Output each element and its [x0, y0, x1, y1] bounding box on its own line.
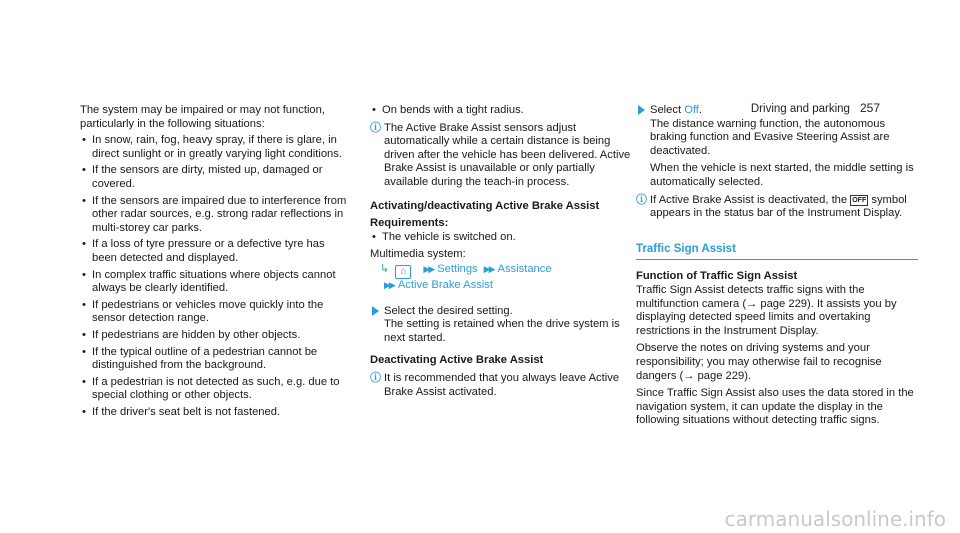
note-sensor-adjust	[370, 122, 632, 190]
list-item: • If the typical outline of a pedestrian cannot be distinguished from the background.	[80, 346, 352, 373]
requirements-list	[370, 231, 632, 245]
situations-list	[80, 134, 352, 419]
step-select-off	[636, 104, 918, 190]
heading-activate: Activating/deactivating Active Brake Assist	[370, 199, 600, 212]
off-option: Off	[684, 104, 699, 116]
menu-active-brake-assist: Active Brake Assist	[397, 278, 493, 291]
paragraph: Traffic Sign Assist detects traffic signs with the multifunction camera (→ page 229). It assists you by displaying detected speed limits and overtaking restrictions in the Instrument Display.	[636, 283, 897, 337]
info-icon: ⓘ	[370, 121, 381, 134]
action-arrow-icon	[638, 105, 645, 115]
note-recommend	[370, 372, 632, 399]
section-title: Driving and parking	[750, 103, 850, 115]
step-select-setting	[370, 305, 632, 346]
bends-list	[370, 104, 632, 118]
note-deactivated-symbol: ⓘ If Active Brake Assist is deactivated, the OFF symbol appears in the status bar of the Instrument Display.	[636, 193, 907, 220]
home-icon: ⌂	[395, 265, 411, 279]
list-item: • If a loss of tyre pressure or a defective tyre has been detected and displayed.	[80, 238, 352, 265]
section-traffic-sign-assist: Traffic Sign Assist	[636, 243, 918, 261]
note-text: The Active Brake Assist sensors adjust automatically while a certain distance is being driven after the vehicle has been delivered. Active Brake Assist is unavailable or only partially available during the teach-in process.	[384, 121, 631, 188]
step-text: Select the desired setting.	[384, 304, 513, 317]
multimedia-label: Multimedia system:	[370, 248, 466, 261]
paragraph: Since Traffic Sign Assist also uses the data stored in the navigation system, it can update the display in the following situations without detecting traffic signs.	[636, 387, 914, 427]
info-icon: ⓘ	[370, 371, 381, 384]
list-item: • If pedestrians or vehicles move quickly into the sensor detection range.	[80, 299, 352, 326]
paragraph: Observe the notes on driving systems and your responsibility; you may otherwise fail to recognise dangers (→ page 229).	[636, 342, 882, 382]
list-item: • If a pedestrian is not detected as such, e.g. due to special clothing or other objects.	[80, 376, 352, 403]
action-arrow-icon	[372, 306, 379, 316]
list-item: • In complex traffic situations where objects cannot always be clearly identified.	[80, 269, 352, 296]
list-item: • If the driver's seat belt is not fastened.	[80, 406, 352, 420]
step-text: Select Off.	[650, 104, 703, 116]
requirements-label: Requirements:	[370, 217, 449, 230]
list-item: • The vehicle is switched on.	[370, 231, 632, 245]
list-item: • If the sensors are impaired due to interference from other radar sources, e.g. strong radar reflections in multi-storey car parks.	[80, 195, 352, 236]
column-right	[636, 104, 918, 428]
list-item: • If pedestrians are hidden by other objects.	[80, 329, 352, 343]
heading-function: Function of Traffic Sign Assist	[636, 270, 798, 283]
double-chevron-icon: ▶▶	[384, 279, 394, 290]
aba-off-symbol-icon: OFF	[852, 196, 867, 204]
column-middle	[370, 104, 632, 399]
step-detail: The setting is retained when the drive system is next started.	[384, 318, 620, 344]
list-item: • On bends with a tight radius.	[370, 104, 632, 118]
double-chevron-icon: ▶▶	[423, 263, 434, 274]
watermark: carmanualsonline.info	[724, 507, 946, 532]
menu-settings: Settings	[437, 262, 478, 275]
menu-path	[370, 263, 632, 293]
list-item: • In snow, rain, fog, heavy spray, if there is glare, in direct sunlight or in greatly varying light conditions.	[80, 134, 352, 161]
note-text: It is recommended that you always leave Active Brake Assist activated.	[384, 371, 620, 398]
intro-text: The system may be impaired or may not function, particularly in the following situations:	[80, 104, 325, 130]
menu-assistance: Assistance	[497, 262, 552, 275]
step-detail: The distance warning function, the autonomous braking function and Evasive Steering Assist are deactivated.	[650, 117, 890, 157]
column-left	[80, 104, 352, 422]
page-number: 257	[859, 101, 880, 115]
list-item: • If the sensors are dirty, misted up, damaged or covered.	[80, 164, 352, 191]
heading-deactivate: Deactivating Active Brake Assist	[370, 354, 544, 367]
return-arrow-icon: ↳	[380, 262, 390, 275]
step-detail: When the vehicle is next started, the middle setting is automatically selected.	[650, 162, 914, 188]
double-chevron-icon: ▶▶	[483, 263, 494, 274]
info-icon: ⓘ	[636, 193, 647, 206]
